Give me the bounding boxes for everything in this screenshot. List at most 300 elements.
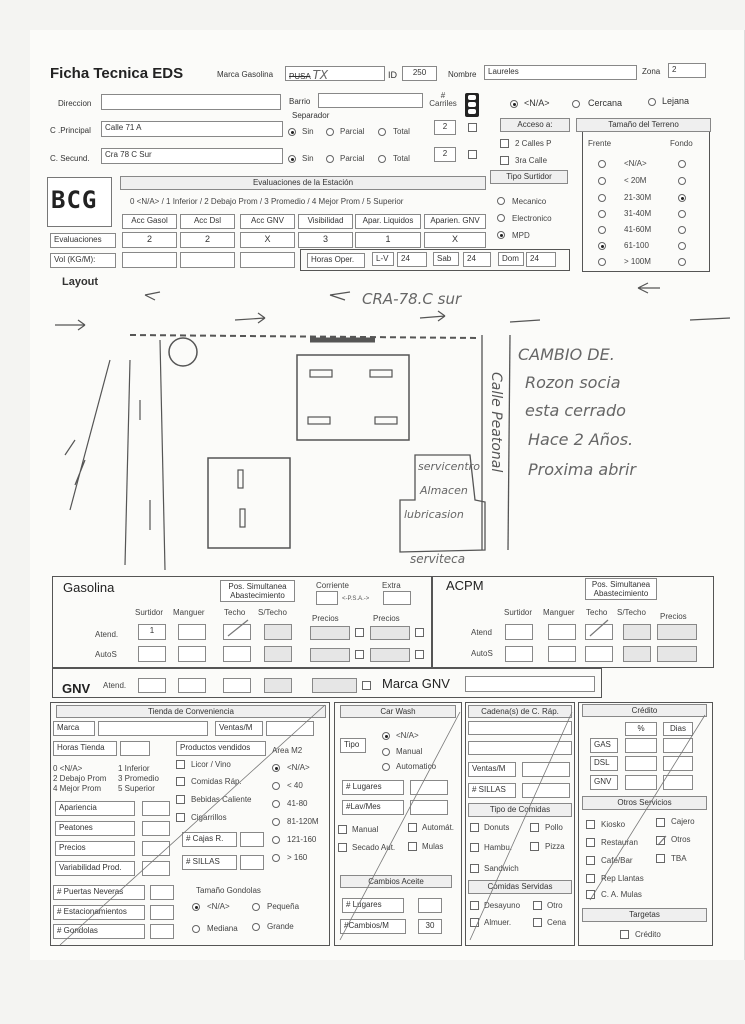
gond-pequena-label: Pequeña [267, 902, 300, 911]
terreno-row-6: > 100M [624, 257, 651, 266]
carwash-lav-field[interactable] [410, 800, 448, 815]
frente-radio-4[interactable] [598, 226, 606, 234]
sep-sin-radio-1[interactable] [288, 128, 296, 136]
terreno-row-0: <N/A> [624, 159, 647, 168]
arrow-left-2 [330, 292, 350, 300]
carwash-secado-check[interactable] [338, 843, 347, 852]
gas-surtidor-atend[interactable]: 1 [138, 624, 166, 640]
tienda-scale-3: 2 Debajo Prom [53, 774, 107, 783]
gas-precio-check-2[interactable] [415, 628, 424, 637]
donuts-check[interactable] [470, 823, 479, 832]
cigarrillos-label: Cigarrillos [191, 813, 227, 822]
carwash-lugares-field[interactable] [410, 780, 448, 795]
gnv-field-3[interactable] [223, 678, 251, 693]
gond-na-label: <N/A> [207, 902, 230, 911]
eval-value-1[interactable]: 2 [180, 232, 235, 248]
otros-check[interactable] [656, 836, 665, 845]
gas-precio-autos-1[interactable] [310, 648, 350, 662]
traffic-na-radio[interactable] [510, 100, 518, 108]
line-right [510, 320, 540, 322]
eval-value-4[interactable]: 1 [355, 232, 421, 248]
road-line-2 [125, 360, 130, 565]
area-radio-2[interactable] [272, 800, 280, 808]
road-line-3 [65, 360, 110, 510]
acpm-pos-sim: Pos. Simultanea Abastecimiento [585, 578, 657, 600]
gas-precios-h-2: Precios [373, 614, 400, 623]
acpm-surtidor-autos[interactable] [505, 646, 533, 662]
tienda-precios-label: Precios [55, 841, 135, 856]
fondo-label: Fondo [670, 139, 693, 148]
pizza-label: Pizza [545, 842, 565, 851]
tienda-ventas-label: Ventas/M [215, 721, 263, 736]
dom-field[interactable]: 24 [526, 252, 556, 267]
gas-techo-atend[interactable] [223, 624, 251, 640]
cafe-check[interactable] [586, 856, 595, 865]
sandwich-check[interactable] [470, 864, 479, 873]
tienda-header: Tienda de Conveniencia [56, 705, 326, 718]
c-principal-field[interactable]: Calle 71 A [101, 121, 283, 137]
fondo-radio-0[interactable] [678, 160, 686, 168]
almuer-check[interactable] [470, 918, 479, 927]
canopy-1 [297, 355, 409, 440]
mecanico-radio[interactable] [497, 197, 505, 205]
traffic-na-label: <N/A> [524, 98, 550, 108]
otros-label: Otros [671, 835, 691, 844]
bcg-logo: BCG [51, 186, 98, 214]
credito-gnv-pct[interactable] [625, 775, 657, 790]
frente-radio-0[interactable] [598, 160, 606, 168]
pollo-check[interactable] [530, 823, 539, 832]
street-side-text: Calle Peatonal [488, 372, 504, 473]
cadena-ventas-field[interactable] [522, 762, 570, 777]
psa-label: <-P.S.A.-> [342, 596, 370, 602]
bebidas-check[interactable] [176, 795, 185, 804]
acpm-techo-autos[interactable] [585, 646, 613, 662]
tba-check[interactable] [656, 854, 665, 863]
eval-col-3: Visibilidad [298, 214, 353, 229]
apariencia-label: Apariencia [55, 801, 135, 816]
area-radio-4[interactable] [272, 836, 280, 844]
direccion-field[interactable] [101, 94, 281, 110]
cena-check[interactable] [533, 918, 542, 927]
c-secund-field[interactable]: Cra 78 C Sur [101, 148, 283, 164]
pump-4 [375, 417, 397, 424]
gond-pequena-radio[interactable] [252, 903, 260, 911]
licor-check[interactable] [176, 760, 185, 769]
eval-col-5: Aparien. GNV [424, 214, 486, 229]
direccion-label: Direccion [58, 99, 92, 108]
c-principal-label: C .Principal [50, 126, 91, 135]
traffic-lejana-radio[interactable] [648, 98, 656, 106]
targetas-header: Targetas [582, 908, 707, 922]
credito-dsl-dias[interactable] [663, 756, 693, 771]
cambios-header: Cambios Aceite [340, 875, 452, 888]
acpm-manguer-atend[interactable] [548, 624, 576, 640]
acpm-surtidor-h: Surtidor [504, 608, 533, 617]
tienda-scale-2: 1 Inferior [118, 764, 150, 773]
gas-precio-corriente[interactable] [310, 626, 350, 640]
carwash-lugares-label: # Lugares [342, 780, 404, 795]
credito-dsl-pct[interactable] [625, 756, 657, 771]
tba-label: TBA [671, 854, 687, 863]
desayuno-label: Desayuno [484, 901, 521, 910]
carriles-field-2[interactable]: 2 [434, 147, 456, 162]
traffic-light-icon [465, 93, 479, 117]
cajas-field[interactable] [240, 832, 264, 847]
sep-total-label-1: Total [393, 127, 410, 136]
carwash-na-label: <N/A> [396, 731, 419, 740]
pump-5 [238, 470, 243, 488]
tienda-marca-label: Marca [53, 721, 95, 736]
gas-surtidor-autos[interactable] [138, 646, 166, 662]
gas-manguer-autos[interactable] [178, 646, 206, 662]
arrow-right-1 [55, 320, 85, 330]
gnv-field-2[interactable] [178, 678, 206, 693]
rep-llantas-check[interactable] [586, 874, 595, 883]
gond-mediana-label: Mediana [207, 924, 238, 933]
frente-radio-1[interactable] [598, 177, 606, 185]
comidas-label: Comidas Ráp. [191, 777, 242, 786]
acceso-header: Acceso a: [500, 118, 570, 132]
tamano-gondolas-label: Tamaño Gondolas [196, 886, 261, 895]
fondo-radio-5[interactable] [678, 242, 686, 250]
zona-label: Zona [642, 67, 661, 76]
terreno-row-5: 61-100 [624, 241, 649, 250]
marca-gnv-field[interactable] [465, 676, 595, 692]
tercera-calle-check[interactable] [500, 156, 509, 165]
cadena-header: Cadena(s) de C. Ráp. [468, 705, 572, 718]
terreno-row-3: 31-40M [624, 209, 652, 218]
area-radio-0[interactable] [272, 764, 280, 772]
carwash-mulas-check[interactable] [408, 842, 417, 851]
gondolas-field[interactable] [150, 924, 174, 939]
gas-manguer-atend[interactable] [178, 624, 206, 640]
sab-field[interactable]: 24 [463, 252, 491, 267]
cigarrillos-check[interactable] [176, 813, 185, 822]
marca-label: Marca Gasolina [217, 70, 274, 79]
credito-dias-label: Dias [663, 722, 693, 736]
tienda-scale-4: 3 Promedio [118, 774, 159, 783]
lv-field[interactable]: 24 [397, 252, 427, 267]
serviteca-text: serviteca [410, 552, 466, 566]
horas-tienda-field[interactable] [120, 741, 150, 756]
note-line-5: Proxima abrir [528, 460, 636, 479]
mpd-label: MPD [512, 231, 530, 240]
terreno-row-4: 41-60M [624, 225, 652, 234]
tipo-comidas-header: Tipo de Comidas [468, 803, 572, 817]
credito-gas-dias[interactable] [663, 738, 693, 753]
gas-stecho-atend[interactable] [264, 624, 292, 640]
kiosko-check[interactable] [586, 820, 595, 829]
sep-total-radio-1[interactable] [378, 128, 386, 136]
c-secund-label: C. Secund. [50, 154, 90, 163]
electronico-label: Electronico [512, 214, 552, 223]
pump-6 [240, 509, 245, 527]
peatones-field[interactable] [142, 821, 170, 836]
eval-value-2[interactable]: X [240, 232, 295, 248]
carwash-automatico-radio[interactable] [382, 763, 390, 771]
credito-gnv-dias[interactable] [663, 775, 693, 790]
sandwich-label: Sandwich [484, 864, 519, 873]
productos-label: Productos vendidos [176, 741, 266, 756]
cadena-sillas-field[interactable] [522, 783, 570, 798]
area-radio-1[interactable] [272, 782, 280, 790]
calles-p-check[interactable] [500, 139, 509, 148]
variabilidad-label: Variabilidad Prod. [55, 861, 135, 876]
extra-label: Extra [382, 581, 401, 590]
pump-1 [310, 370, 332, 377]
eval-value-5[interactable]: X [424, 232, 486, 248]
gnv-field-1[interactable] [138, 678, 166, 693]
frente-label: Frente [588, 139, 612, 148]
estacionamientos-field[interactable] [150, 905, 174, 920]
line-right-2 [690, 318, 730, 320]
street-top-text: CRA-78.C sur [362, 290, 462, 308]
area-label-3: 81-120M [287, 817, 319, 826]
sep-parcial-radio-2[interactable] [326, 155, 334, 163]
cambios-lugares-label: # Lugares [342, 898, 404, 913]
cajero-check[interactable] [656, 818, 665, 827]
dom-label: Dom [498, 252, 524, 266]
gas-surtidor-h: Surtidor [135, 608, 164, 617]
area-radio-5[interactable] [272, 854, 280, 862]
barrio-label: Barrio [289, 97, 311, 106]
gas-stecho-h: S/Techo [258, 608, 287, 617]
licor-label: Licor / Vino [191, 760, 231, 769]
tienda-ventas-field[interactable] [266, 721, 314, 736]
acpm-manguer-autos[interactable] [548, 646, 576, 662]
gas-techo-h: Techo [224, 608, 246, 617]
tienda-scale-6: 5 Superior [118, 784, 155, 793]
comidas-servidas-header: Comidas Servidas [468, 880, 572, 894]
carwash-automat-check[interactable] [408, 823, 417, 832]
otros-servicios-header: Otros Servicios [582, 796, 707, 810]
calles-p-label: 2 Calles P [515, 139, 552, 148]
gas-precio-extra[interactable] [370, 626, 410, 640]
acpm-stecho-autos[interactable] [623, 646, 651, 662]
eval-col-0: Acc Gasol [122, 214, 177, 229]
frente-radio-5[interactable] [598, 242, 606, 250]
gnv-atend-label: Atend. [103, 681, 127, 690]
cena-label: Cena [547, 918, 567, 927]
credito-card-check[interactable] [620, 930, 629, 939]
mpd-radio[interactable] [497, 231, 505, 239]
layout-sketch [30, 280, 745, 580]
fondo-radio-4[interactable] [678, 226, 686, 234]
tienda-sillas-field[interactable] [240, 855, 264, 870]
corriente-label: Corriente [316, 581, 349, 590]
pizza-check[interactable] [530, 842, 539, 851]
credito-card-label: Crédito [635, 930, 661, 939]
desayuno-check[interactable] [470, 901, 479, 910]
zona-field[interactable]: 2 [668, 63, 706, 78]
credito-gas-label: GAS [590, 738, 618, 753]
sep-sin-label-2: Sin [302, 154, 314, 163]
apariencia-field[interactable] [142, 801, 170, 816]
fondo-radio-6[interactable] [678, 258, 686, 266]
hambu-label: Hambu. [484, 843, 513, 852]
terreno-row-1: < 20M [624, 176, 647, 185]
otro-check[interactable] [533, 901, 542, 910]
acpm-surtidor-atend[interactable] [505, 624, 533, 640]
eval-col-2: Acc GNV [240, 214, 295, 229]
gond-grande-radio[interactable] [252, 923, 260, 931]
fondo-radio-2[interactable] [678, 194, 686, 202]
acpm-stecho-h: S/Techo [617, 608, 646, 617]
eval-value-3[interactable]: 3 [298, 232, 353, 248]
id-field[interactable]: 250 [402, 66, 437, 81]
credito-pct-label: % [625, 722, 657, 736]
frente-radio-3[interactable] [598, 210, 606, 218]
sep-total-label-2: Total [393, 154, 410, 163]
carriles-check-1[interactable] [468, 123, 477, 132]
eval-value-0[interactable]: 2 [122, 232, 177, 248]
area-label-5: > 160 [287, 853, 308, 862]
carwash-manual-radio[interactable] [382, 748, 390, 756]
hambu-check[interactable] [470, 843, 479, 852]
servicentro-text: servicentro [418, 460, 480, 473]
credito-gas-pct[interactable] [625, 738, 657, 753]
credito-gnv-label: GNV [590, 775, 618, 790]
gas-precio-check-4[interactable] [415, 650, 424, 659]
carwash-na-radio[interactable] [382, 732, 390, 740]
otro-label: Otro [547, 901, 563, 910]
traffic-cercana-label: Cercana [588, 98, 623, 108]
note-line-3: esta cerrado [525, 401, 626, 420]
sep-parcial-label-1: Parcial [340, 127, 365, 136]
acpm-precio-autos[interactable] [657, 646, 697, 662]
cambios-mes-field[interactable]: 30 [418, 919, 442, 934]
acpm-atend-label: Atend [471, 628, 492, 637]
ca-mulas-label: C. A. Mulas [601, 890, 642, 899]
sep-parcial-radio-1[interactable] [326, 128, 334, 136]
tienda-marca-field[interactable] [98, 721, 208, 736]
acpm-techo-atend[interactable] [585, 624, 613, 640]
credito-dsl-label: DSL [590, 756, 618, 771]
fondo-radio-1[interactable] [678, 177, 686, 185]
pump-2 [370, 370, 392, 377]
traffic-cercana-radio[interactable] [572, 100, 580, 108]
gnv-field-4[interactable] [264, 678, 292, 693]
gondolas-label: # Gondolas [53, 924, 145, 939]
cambios-lugares-field[interactable] [418, 898, 442, 913]
gond-na-radio[interactable] [192, 903, 200, 911]
sep-total-radio-2[interactable] [378, 155, 386, 163]
marca-value: TX [312, 68, 329, 81]
gond-mediana-radio[interactable] [192, 925, 200, 933]
restauran-label: Restauran [601, 838, 638, 847]
extra-field[interactable] [383, 591, 411, 605]
bebidas-label: Bebidas Caliente [191, 795, 252, 804]
area-radio-3[interactable] [272, 818, 280, 826]
cadena-field-2[interactable] [468, 741, 572, 755]
vol-field-2[interactable] [240, 252, 295, 268]
gasolina-title: Gasolina [63, 580, 115, 595]
peatonal-line-2 [508, 335, 510, 550]
note-line-2: Rozon socia [525, 373, 621, 392]
carwash-automat-label: Automát. [422, 823, 455, 832]
electronico-radio[interactable] [497, 214, 505, 222]
acpm-precios-h: Precios [660, 612, 687, 621]
evaluaciones-row-label: Evaluaciones [50, 233, 116, 248]
eval-col-4: Apar. Liquidos [355, 214, 421, 229]
lv-label: L-V [372, 252, 394, 266]
puertas-field[interactable] [150, 885, 174, 900]
note-line-4: Hace 2 Años. [528, 430, 634, 449]
frente-radio-6[interactable] [598, 258, 606, 266]
bcg-logo-frame [47, 177, 112, 227]
gas-techo-autos[interactable] [223, 646, 251, 662]
separador-label: Separador [292, 111, 330, 120]
area-label-2: 41-80 [287, 799, 308, 808]
evaluaciones-scale: 0 <N/A> / 1 Inferior / 2 Debajo Prom / 3 Promedio / 4 Mejor Prom / 5 Superior [130, 197, 404, 206]
sep-sin-label-1: Sin [302, 127, 314, 136]
vol-field-0[interactable] [122, 252, 177, 268]
gas-precio-check-1[interactable] [355, 628, 364, 637]
vol-field-1[interactable] [180, 252, 235, 268]
barrio-field[interactable] [318, 93, 423, 108]
ca-mulas-check[interactable] [586, 890, 595, 899]
marca-gnv-label: Marca GNV [382, 676, 450, 691]
cafe-label: Café/Bar [601, 856, 633, 865]
nombre-field[interactable]: Laureles [484, 65, 637, 80]
tree-icon [169, 338, 197, 366]
gnv-title: GNV [62, 681, 91, 696]
gnv-check[interactable] [362, 681, 371, 690]
area-label-4: 121-160 [287, 835, 317, 844]
gas-precio-autos-2[interactable] [370, 648, 410, 662]
cadena-field-1[interactable] [468, 721, 572, 735]
gas-stecho-autos[interactable] [264, 646, 292, 662]
gas-atend-label: Atend. [95, 630, 119, 639]
corriente-field[interactable] [316, 591, 338, 605]
sep-sin-radio-2[interactable] [288, 155, 296, 163]
carwash-mulas-label: Mulas [422, 842, 444, 851]
vol-label: Vol (KG/M): [50, 253, 116, 268]
gas-manguer-h: Manguer [173, 608, 205, 617]
marca-field[interactable] [285, 66, 385, 81]
cajero-label: Cajero [671, 817, 695, 826]
tienda-precios-field[interactable] [142, 841, 170, 856]
sep-parcial-label-2: Parcial [340, 154, 365, 163]
carriles-field-1[interactable]: 2 [434, 120, 456, 135]
estacionamientos-label: # Estacionamientos [53, 905, 145, 920]
tipo-surtidor-header: Tipo Surtidor [490, 170, 568, 184]
acpm-title: ACPM [446, 578, 484, 593]
comidas-check[interactable] [176, 777, 185, 786]
pump-3 [308, 417, 330, 424]
fondo-radio-3[interactable] [678, 210, 686, 218]
acpm-precio-atend[interactable] [657, 624, 697, 640]
arrow-right-2 [235, 313, 265, 323]
restauran-check[interactable] [586, 838, 595, 847]
area-label-1: < 40 [287, 781, 303, 790]
id-label: ID [388, 70, 397, 80]
acpm-stecho-atend[interactable] [623, 624, 651, 640]
carriles-check-2[interactable] [468, 150, 477, 159]
eval-col-1: Acc Dsl [180, 214, 235, 229]
carwash-manual-check[interactable] [338, 825, 347, 834]
sab-label: Sab [433, 252, 459, 266]
rep-llantas-label: Rep Llantas [601, 874, 644, 883]
tienda-scale-5: 4 Mejor Prom [53, 784, 102, 793]
gas-precio-check-3[interactable] [355, 650, 364, 659]
variabilidad-field[interactable] [142, 861, 170, 876]
arrow-left-3 [638, 283, 660, 293]
frente-radio-2[interactable] [598, 194, 606, 202]
tienda-scale-1: 0 <N/A> [53, 764, 83, 773]
gnv-field-5[interactable] [312, 678, 357, 693]
